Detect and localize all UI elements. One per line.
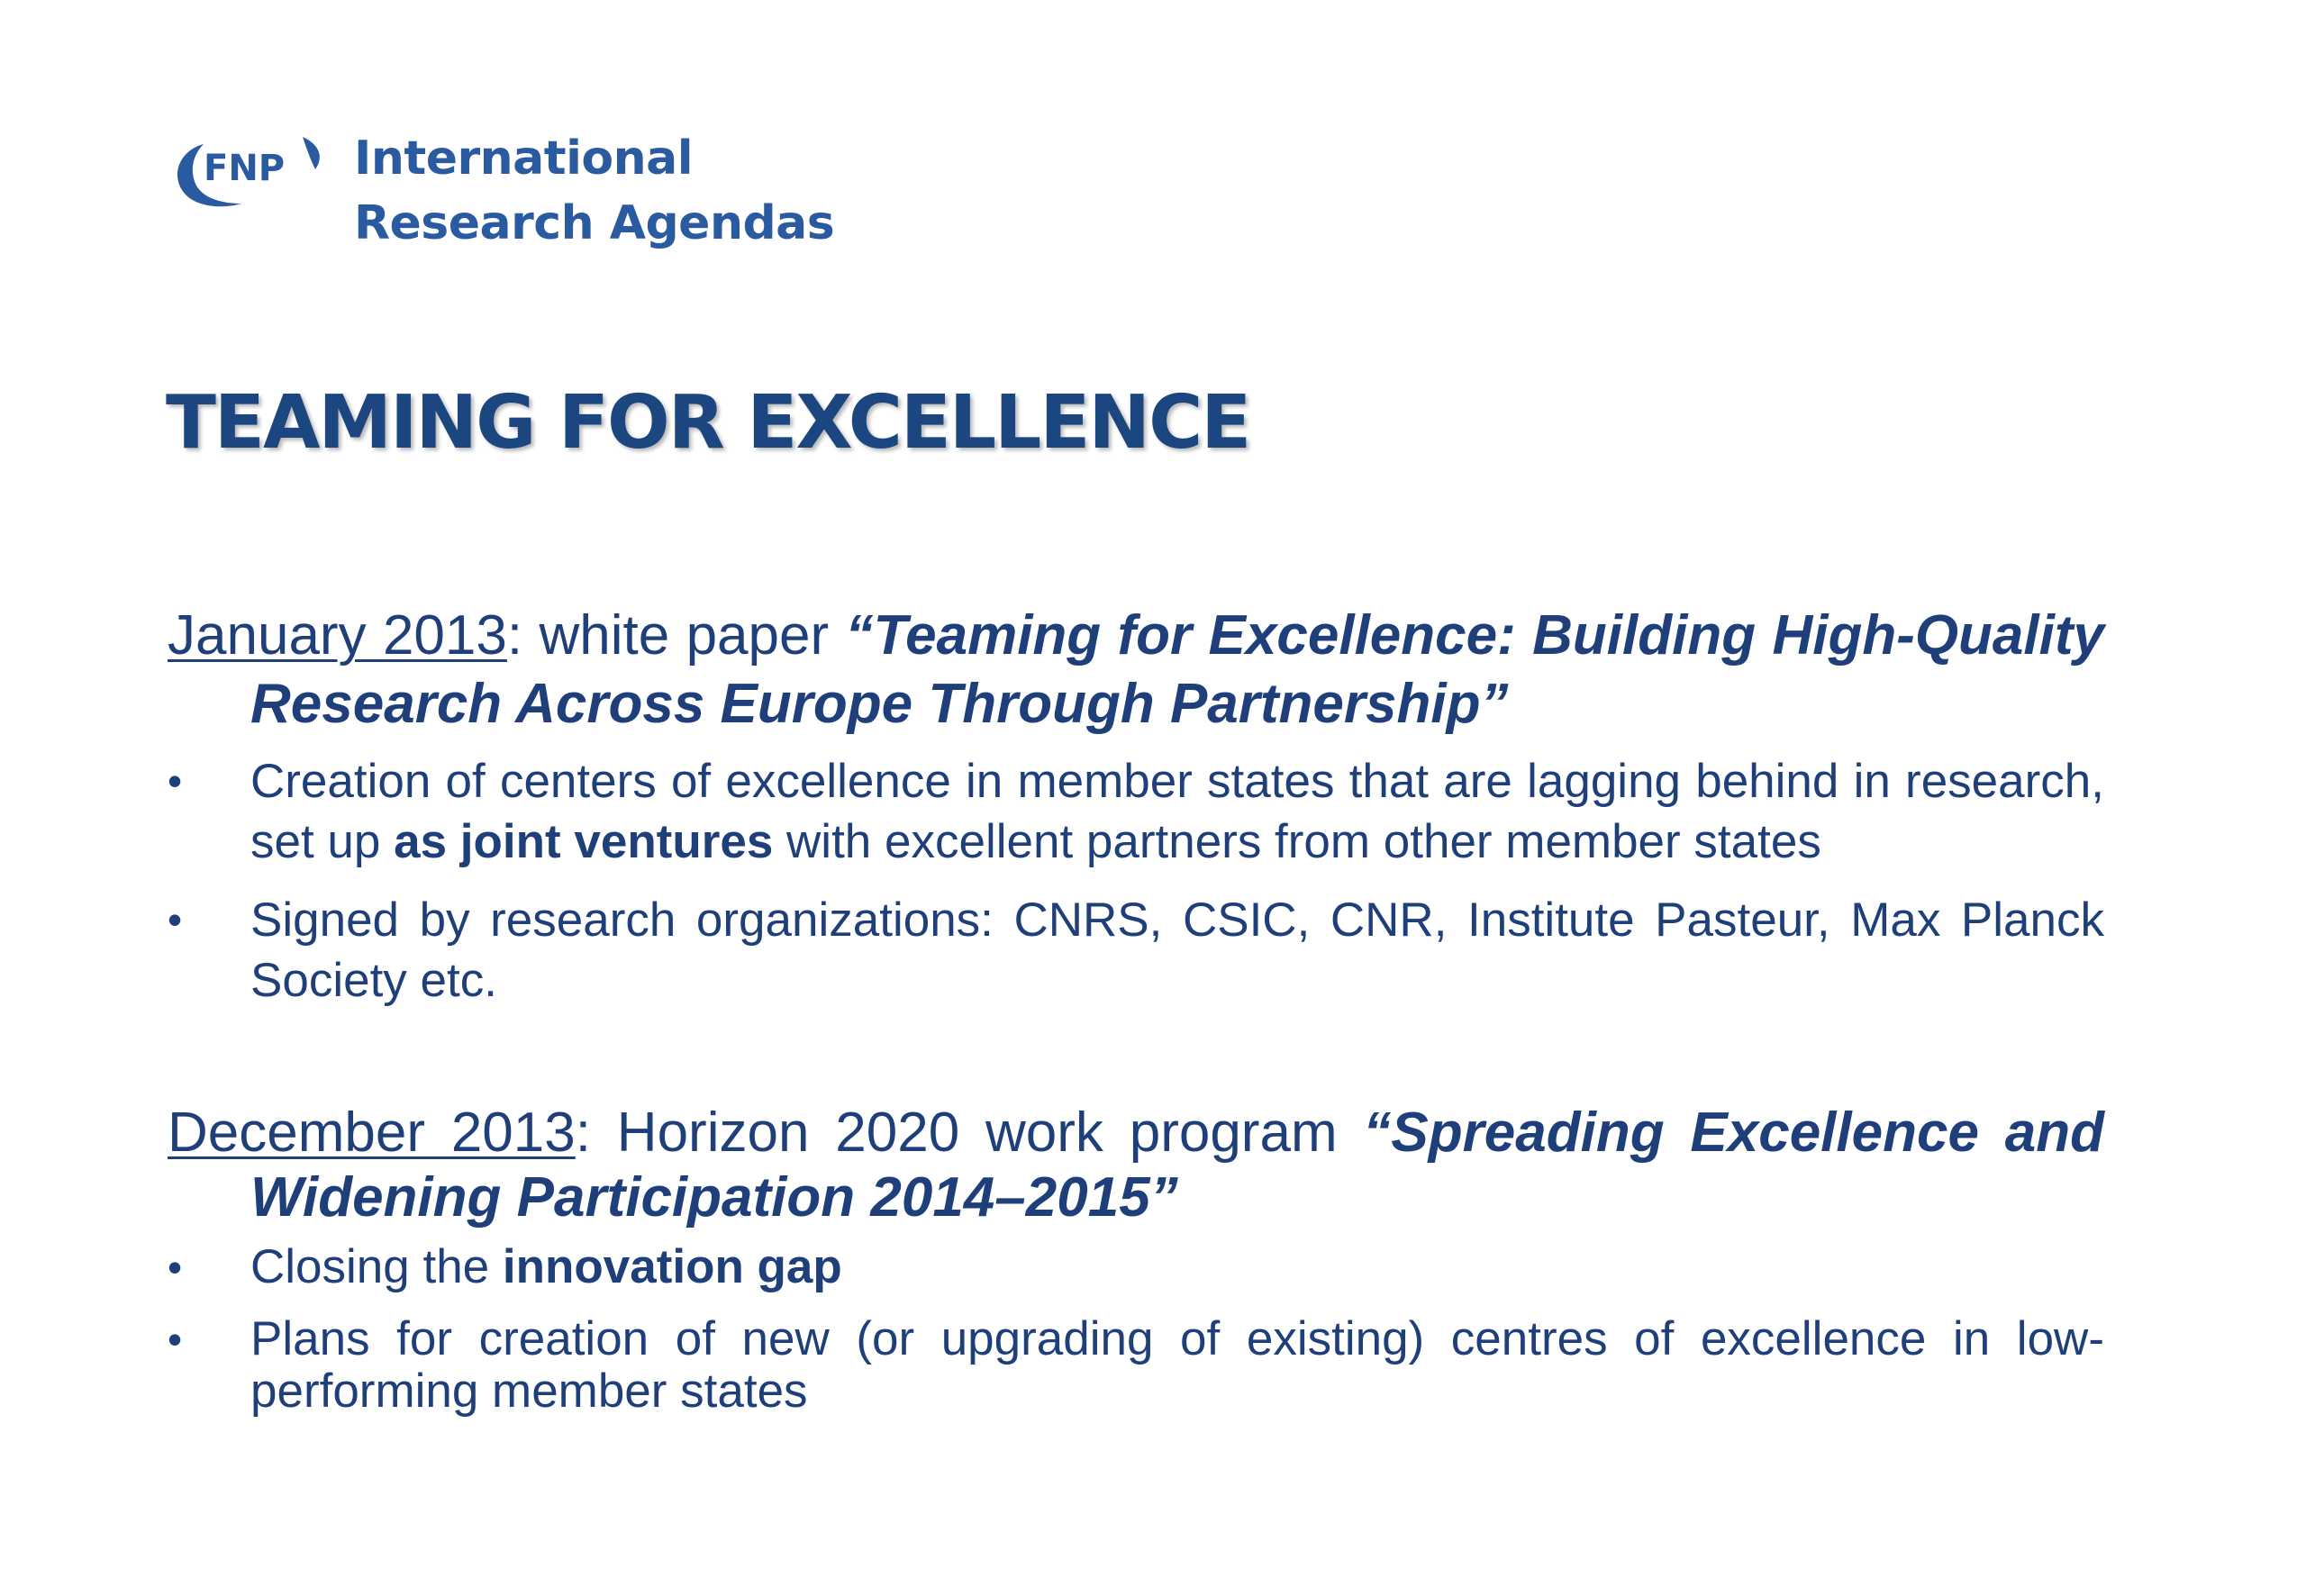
document-title: “Teaming for Excellence: Building High-Quality Research Across Europe Through Partnership”: [250, 604, 2104, 735]
list-item: [168, 890, 2104, 1011]
list-item: [168, 1313, 2104, 1418]
logo-text: FNP: [204, 148, 286, 189]
list-item: [168, 751, 2104, 872]
fnp-logo: [168, 128, 330, 218]
org-name-line-2: Research Agendas: [354, 196, 835, 250]
document-title: “Spreading Excellence and Widening Participation 2014–2015”: [250, 1102, 2104, 1229]
slide-content: [168, 602, 2104, 1418]
page-title: TEAMING FOR EXCELLENCE: [166, 380, 1250, 466]
section-lead: : Horizon 2020 work program: [575, 1102, 1364, 1164]
header: [168, 128, 978, 263]
bullet-icon: •: [168, 1316, 183, 1363]
bullet-icon: •: [168, 757, 183, 804]
org-name-line-1: International: [354, 131, 694, 186]
bullet-text: Closing the: [250, 1240, 503, 1293]
bullet-text-after: with excellent partners from other member states: [773, 815, 1821, 868]
section-lead: : white paper: [506, 604, 846, 667]
list-item: [168, 1241, 2104, 1293]
bullet-bold-text: innovation gap: [502, 1240, 842, 1293]
bullet-text: Signed by research organizations: CNRS, CSIC, CNR, Institute Pasteur, Max Planck Society etc.: [250, 893, 2104, 1007]
bullet-list: [168, 1241, 2104, 1418]
section-heading: [168, 1101, 2104, 1230]
bullet-bold-text: as joint ventures: [394, 815, 774, 868]
bullet-text: Creation of centers of excellence in member states that are lagging behind in research, set up: [250, 755, 2104, 868]
org-name: [354, 126, 834, 256]
section-date: December 2013: [168, 1102, 576, 1164]
section-date: January 2013: [168, 604, 507, 667]
bullet-list: [168, 751, 2104, 1011]
bullet-icon: •: [168, 896, 183, 943]
bullet-text: Plans for creation of new (or upgrading of existing) centres of excellence in low-performing member states: [250, 1312, 2104, 1418]
section-heading: [168, 602, 2104, 739]
section-january-2013: [168, 602, 2104, 1011]
section-december-2013: [168, 1101, 2104, 1418]
bullet-icon: •: [168, 1244, 183, 1291]
